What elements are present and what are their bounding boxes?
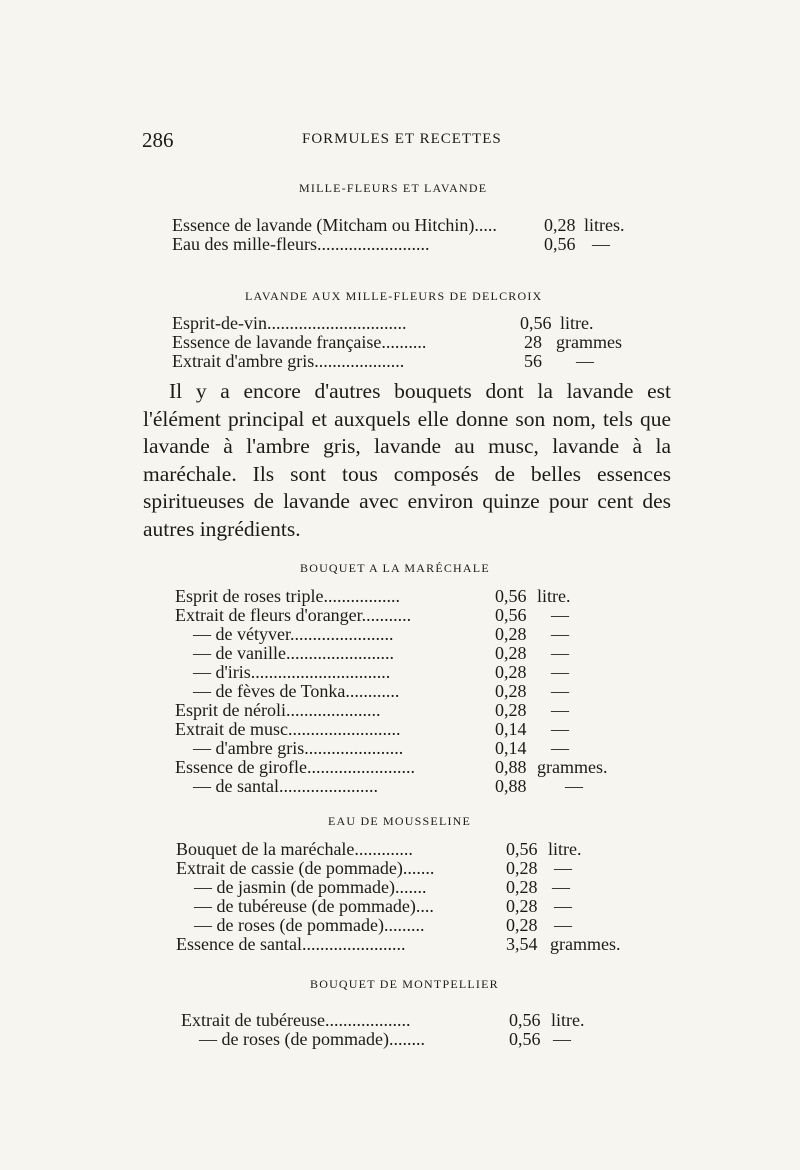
ingredient-unit: — bbox=[551, 624, 569, 644]
ingredient-quantity: 0,28 bbox=[495, 624, 527, 644]
ingredient-label: — de tubéreuse (de pommade).... bbox=[194, 896, 434, 916]
ingredient-label: — de roses (de pommade)........ bbox=[199, 1029, 425, 1049]
ingredient-quantity: 3,54 bbox=[506, 934, 538, 954]
ingredient-label: — d'iris............................... bbox=[193, 662, 391, 682]
ingredient-quantity: 0,56 bbox=[495, 605, 527, 625]
ingredient-unit: — bbox=[554, 896, 572, 916]
ingredient-quantity: 0,28 bbox=[506, 896, 538, 916]
ingredient-unit: litre. bbox=[548, 839, 582, 859]
ingredient-unit: litre. bbox=[560, 313, 594, 333]
ingredient-label: Essence de santal....................... bbox=[176, 934, 406, 954]
ingredient-unit: litre. bbox=[551, 1010, 585, 1030]
ingredient-label: — de roses (de pommade)......... bbox=[194, 915, 425, 935]
ingredient-label: Extrait de tubéreuse................... bbox=[181, 1010, 411, 1030]
ingredient-unit: — bbox=[551, 700, 569, 720]
ingredient-unit: — bbox=[551, 738, 569, 758]
ingredient-label: Esprit-de-vin............................... bbox=[172, 313, 407, 333]
ingredient-unit: — bbox=[551, 605, 569, 625]
ingredient-quantity: 56 bbox=[524, 351, 542, 371]
page-number: 286 bbox=[142, 128, 174, 152]
ingredient-unit: — bbox=[592, 234, 610, 254]
ingredient-quantity: 28 bbox=[524, 332, 542, 352]
section-title-mousseline: EAU DE MOUSSELINE bbox=[328, 814, 472, 828]
ingredient-label: Extrait d'ambre gris.................... bbox=[172, 351, 405, 371]
ingredient-quantity: 0,28 bbox=[495, 681, 527, 701]
ingredient-unit: litre. bbox=[537, 586, 571, 606]
ingredient-unit: — bbox=[554, 915, 572, 935]
ingredient-unit: — bbox=[554, 858, 572, 878]
ingredient-quantity: 0,56 bbox=[544, 234, 576, 254]
ingredient-label: — d'ambre gris...................... bbox=[193, 738, 404, 758]
running-head bbox=[142, 128, 662, 152]
ingredient-label: Esprit de néroli..................... bbox=[175, 700, 381, 720]
ingredient-quantity: 0,56 bbox=[509, 1029, 541, 1049]
ingredient-unit: — bbox=[565, 776, 583, 796]
paragraph-text: Il y a encore d'autres bouquets dont la lavande est l'élément principal et auxquels elle donne son nom, tels que lavande à l'ambre gris, lavande au musc, lavande à la maréchale. Ils sont tous composés de belles essences spiritueuses de lavande avec environ quinze pour cent des autres ingrédients. bbox=[143, 379, 671, 541]
section-title-marechale: BOUQUET A LA MARÉCHALE bbox=[300, 561, 490, 575]
ingredient-unit: litres. bbox=[584, 215, 625, 235]
ingredient-label: — de jasmin (de pommade)....... bbox=[194, 877, 427, 897]
ingredient-quantity: 0,14 bbox=[495, 719, 527, 739]
ingredient-label: Extrait de musc......................... bbox=[175, 719, 401, 739]
ingredient-quantity: 0,56 bbox=[495, 586, 527, 606]
ingredient-label: Bouquet de la maréchale............. bbox=[176, 839, 413, 859]
ingredient-quantity: 0,56 bbox=[506, 839, 538, 859]
ingredient-quantity: 0,28 bbox=[495, 643, 527, 663]
ingredient-quantity: 0,88 bbox=[495, 757, 527, 777]
ingredient-unit: — bbox=[576, 351, 594, 371]
ingredient-quantity: 0,28 bbox=[544, 215, 576, 235]
body-paragraph bbox=[143, 378, 671, 543]
ingredient-quantity: 0,56 bbox=[509, 1010, 541, 1030]
ingredient-unit: — bbox=[551, 681, 569, 701]
ingredient-unit: — bbox=[551, 662, 569, 682]
ingredient-unit: grammes. bbox=[537, 757, 608, 777]
ingredient-label: — de vanille........................ bbox=[193, 643, 394, 663]
ingredient-label: Essence de girofle........................ bbox=[175, 757, 415, 777]
ingredient-label: — de fèves de Tonka............ bbox=[193, 681, 400, 701]
ingredient-unit: — bbox=[552, 877, 570, 897]
ingredient-quantity: 0,14 bbox=[495, 738, 527, 758]
ingredient-label: Extrait de cassie (de pommade)....... bbox=[176, 858, 435, 878]
ingredient-label: Eau des mille-fleurs......................... bbox=[172, 234, 430, 254]
ingredient-unit: — bbox=[553, 1029, 571, 1049]
ingredient-quantity: 0,28 bbox=[506, 915, 538, 935]
ingredient-unit: — bbox=[551, 643, 569, 663]
ingredient-label: Extrait de fleurs d'oranger........... bbox=[175, 605, 412, 625]
ingredient-label: — de vétyver....................... bbox=[193, 624, 394, 644]
ingredient-quantity: 0,28 bbox=[506, 877, 538, 897]
section-title-montpellier: BOUQUET DE MONTPELLIER bbox=[310, 977, 499, 991]
ingredient-quantity: 0,28 bbox=[506, 858, 538, 878]
ingredient-label: — de santal...................... bbox=[193, 776, 378, 796]
ingredient-quantity: 0,56 bbox=[520, 313, 552, 333]
ingredient-quantity: 0,28 bbox=[495, 662, 527, 682]
ingredient-unit: — bbox=[551, 719, 569, 739]
section-title-delcroix: LAVANDE AUX MILLE-FLEURS DE DELCROIX bbox=[245, 289, 543, 303]
ingredient-unit: grammes. bbox=[550, 934, 621, 954]
ingredient-quantity: 0,88 bbox=[495, 776, 527, 796]
ingredient-label: Essence de lavande (Mitcham ou Hitchin)..... bbox=[172, 215, 497, 235]
section-title-mille-fleurs: MILLE-FLEURS ET LAVANDE bbox=[299, 181, 488, 195]
ingredient-label: Essence de lavande française.......... bbox=[172, 332, 427, 352]
ingredient-unit: grammes bbox=[556, 332, 622, 352]
ingredient-quantity: 0,28 bbox=[495, 700, 527, 720]
running-title: FORMULES ET RECETTES bbox=[302, 131, 502, 147]
ingredient-label: Esprit de roses triple................. bbox=[175, 586, 400, 606]
